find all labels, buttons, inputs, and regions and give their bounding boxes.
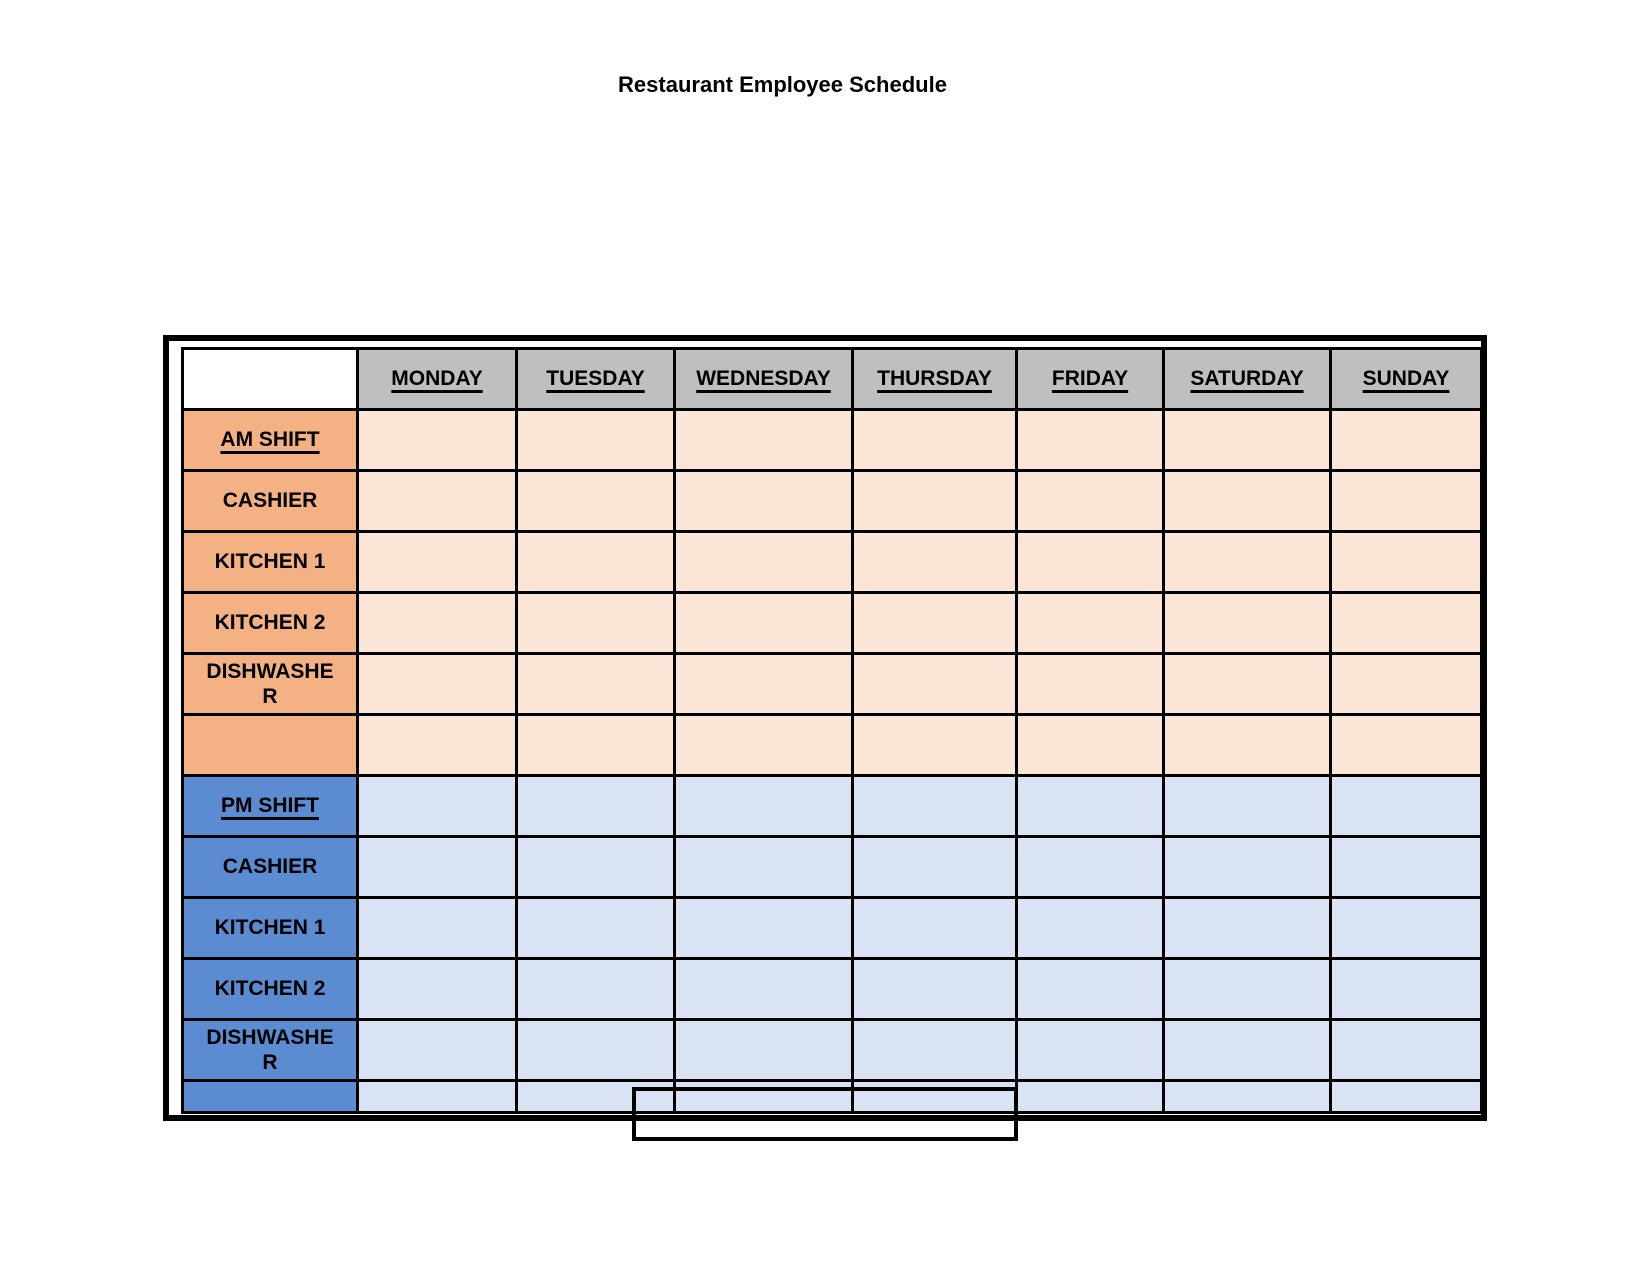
schedule-cell[interactable] <box>1331 593 1482 654</box>
schedule-cell[interactable] <box>1017 532 1164 593</box>
day-header-thursday <box>853 349 1017 410</box>
schedule-cell[interactable] <box>1017 898 1164 959</box>
schedule-cell[interactable] <box>1164 1081 1331 1113</box>
day-header-monday <box>358 349 517 410</box>
row-label-kitchen-1 <box>183 532 358 593</box>
row-label-kitchen-2 <box>183 593 358 654</box>
schedule-cell[interactable] <box>853 410 1017 471</box>
row-label-text: KITCHEN 2 <box>214 611 326 635</box>
schedule-cell[interactable] <box>1164 715 1331 776</box>
schedule-row <box>183 471 1482 532</box>
schedule-cell[interactable] <box>358 1081 517 1113</box>
schedule-row <box>183 410 1482 471</box>
schedule-cell[interactable] <box>675 959 853 1020</box>
schedule-cell[interactable] <box>853 593 1017 654</box>
schedule-cell[interactable] <box>1331 532 1482 593</box>
corner-cell <box>183 349 358 410</box>
row-label-text: DISHWASHER <box>206 659 334 708</box>
schedule-cell[interactable] <box>853 959 1017 1020</box>
schedule-cell[interactable] <box>1164 532 1331 593</box>
schedule-cell[interactable] <box>1017 959 1164 1020</box>
row-label-text: KITCHEN 1 <box>214 916 326 940</box>
schedule-cell[interactable] <box>517 654 675 715</box>
day-header-text: SATURDAY <box>1190 367 1304 390</box>
row-label-text: AM SHIFT <box>220 428 320 452</box>
schedule-cell[interactable] <box>853 898 1017 959</box>
schedule-cell[interactable] <box>517 410 675 471</box>
row-label-pm-empty <box>183 1081 358 1113</box>
day-header-sunday <box>1331 349 1482 410</box>
schedule-cell[interactable] <box>1017 593 1164 654</box>
day-header-text: FRIDAY <box>1051 367 1129 390</box>
schedule-cell[interactable] <box>1331 410 1482 471</box>
schedule-cell[interactable] <box>517 898 675 959</box>
schedule-cell[interactable] <box>358 654 517 715</box>
schedule-cell[interactable] <box>1164 837 1331 898</box>
schedule-cell[interactable] <box>1164 471 1331 532</box>
row-label-text: KITCHEN 1 <box>214 550 326 574</box>
schedule-cell[interactable] <box>358 410 517 471</box>
schedule-row <box>183 959 1482 1020</box>
schedule-cell[interactable] <box>1331 1081 1482 1113</box>
schedule-cell[interactable] <box>1164 898 1331 959</box>
schedule-cell[interactable] <box>1164 410 1331 471</box>
header-row <box>183 349 1482 410</box>
schedule-cell[interactable] <box>1331 837 1482 898</box>
schedule-cell[interactable] <box>675 898 853 959</box>
schedule-cell[interactable] <box>1017 654 1164 715</box>
schedule-cell[interactable] <box>517 1020 675 1081</box>
day-header-text: MONDAY <box>391 367 483 390</box>
schedule-cell[interactable] <box>358 776 517 837</box>
row-label-cashier <box>183 837 358 898</box>
schedule-cell[interactable] <box>1331 898 1482 959</box>
row-label-am-shift <box>183 410 358 471</box>
day-header-friday <box>1017 349 1164 410</box>
row-label-text: DISHWASHER <box>206 1025 334 1074</box>
schedule-cell[interactable] <box>675 715 853 776</box>
schedule-cell[interactable] <box>675 471 853 532</box>
schedule-cell[interactable] <box>1164 1020 1331 1081</box>
schedule-cell[interactable] <box>1017 715 1164 776</box>
schedule-cell[interactable] <box>1017 776 1164 837</box>
schedule-cell[interactable] <box>675 410 853 471</box>
page-title: Restaurant Employee Schedule <box>618 72 947 97</box>
row-label-dishwasher <box>183 654 358 715</box>
schedule-row <box>183 1020 1482 1081</box>
day-header-wednesday <box>675 349 853 410</box>
schedule-cell[interactable] <box>517 715 675 776</box>
row-label-kitchen-1 <box>183 898 358 959</box>
schedule-cell[interactable] <box>358 959 517 1020</box>
schedule-cell[interactable] <box>517 776 675 837</box>
schedule-cell[interactable] <box>517 532 675 593</box>
row-label-cashier <box>183 471 358 532</box>
schedule-cell[interactable] <box>358 715 517 776</box>
schedule-cell[interactable] <box>1331 715 1482 776</box>
schedule-cell[interactable] <box>358 1020 517 1081</box>
schedule-cell[interactable] <box>1331 959 1482 1020</box>
schedule-cell[interactable] <box>1331 776 1482 837</box>
schedule-cell[interactable] <box>853 715 1017 776</box>
schedule-row <box>183 776 1482 837</box>
schedule-cell[interactable] <box>517 593 675 654</box>
schedule-cell[interactable] <box>517 471 675 532</box>
schedule-cell[interactable] <box>853 776 1017 837</box>
schedule-cell[interactable] <box>358 532 517 593</box>
day-header-text: THURSDAY <box>877 367 992 390</box>
row-label-text: PM SHIFT <box>221 794 319 818</box>
schedule-cell[interactable] <box>517 959 675 1020</box>
schedule-cell[interactable] <box>853 532 1017 593</box>
day-header-tuesday <box>517 349 675 410</box>
schedule-cell[interactable] <box>1017 471 1164 532</box>
schedule-cell[interactable] <box>517 837 675 898</box>
schedule-row <box>183 654 1482 715</box>
schedule-cell[interactable] <box>1331 1020 1482 1081</box>
schedule-cell[interactable] <box>358 837 517 898</box>
schedule-cell[interactable] <box>1164 959 1331 1020</box>
schedule-cell[interactable] <box>358 898 517 959</box>
schedule-row <box>183 898 1482 959</box>
schedule-cell[interactable] <box>1017 410 1164 471</box>
schedule-cell[interactable] <box>1331 471 1482 532</box>
schedule-cell[interactable] <box>853 1020 1017 1081</box>
row-label-text: CASHIER <box>222 855 318 879</box>
schedule-row <box>183 593 1482 654</box>
schedule-cell[interactable] <box>853 471 1017 532</box>
schedule-cell[interactable] <box>1331 654 1482 715</box>
schedule-row <box>183 837 1482 898</box>
row-label-dishwasher <box>183 1020 358 1081</box>
schedule-cell[interactable] <box>675 776 853 837</box>
schedule-cell[interactable] <box>853 654 1017 715</box>
day-header-text: WEDNESDAY <box>696 367 831 390</box>
schedule-cell[interactable] <box>358 471 517 532</box>
schedule-row <box>183 715 1482 776</box>
schedule-table <box>181 347 1483 1114</box>
schedule-cell[interactable] <box>675 654 853 715</box>
schedule-row <box>183 532 1482 593</box>
day-header-saturday <box>1164 349 1331 410</box>
schedule-cell[interactable] <box>675 837 853 898</box>
schedule-cell[interactable] <box>1164 593 1331 654</box>
schedule-cell[interactable] <box>675 1020 853 1081</box>
schedule-cell[interactable] <box>1017 837 1164 898</box>
schedule-cell[interactable] <box>358 593 517 654</box>
row-label-am-empty <box>183 715 358 776</box>
empty-text-box[interactable] <box>632 1087 1018 1141</box>
schedule-cell[interactable] <box>1164 776 1331 837</box>
row-label-text: KITCHEN 2 <box>214 977 326 1001</box>
day-header-text: SUNDAY <box>1362 367 1450 390</box>
row-label-text: CASHIER <box>222 489 318 513</box>
row-label-kitchen-2 <box>183 959 358 1020</box>
schedule-cell[interactable] <box>1017 1081 1164 1113</box>
day-header-text: TUESDAY <box>546 367 645 390</box>
schedule-cell[interactable] <box>1164 654 1331 715</box>
row-label-pm-shift <box>183 776 358 837</box>
schedule-cell[interactable] <box>675 532 853 593</box>
schedule-cell[interactable] <box>675 593 853 654</box>
schedule-cell[interactable] <box>853 837 1017 898</box>
schedule-cell[interactable] <box>1017 1020 1164 1081</box>
schedule-body <box>183 410 1482 1113</box>
